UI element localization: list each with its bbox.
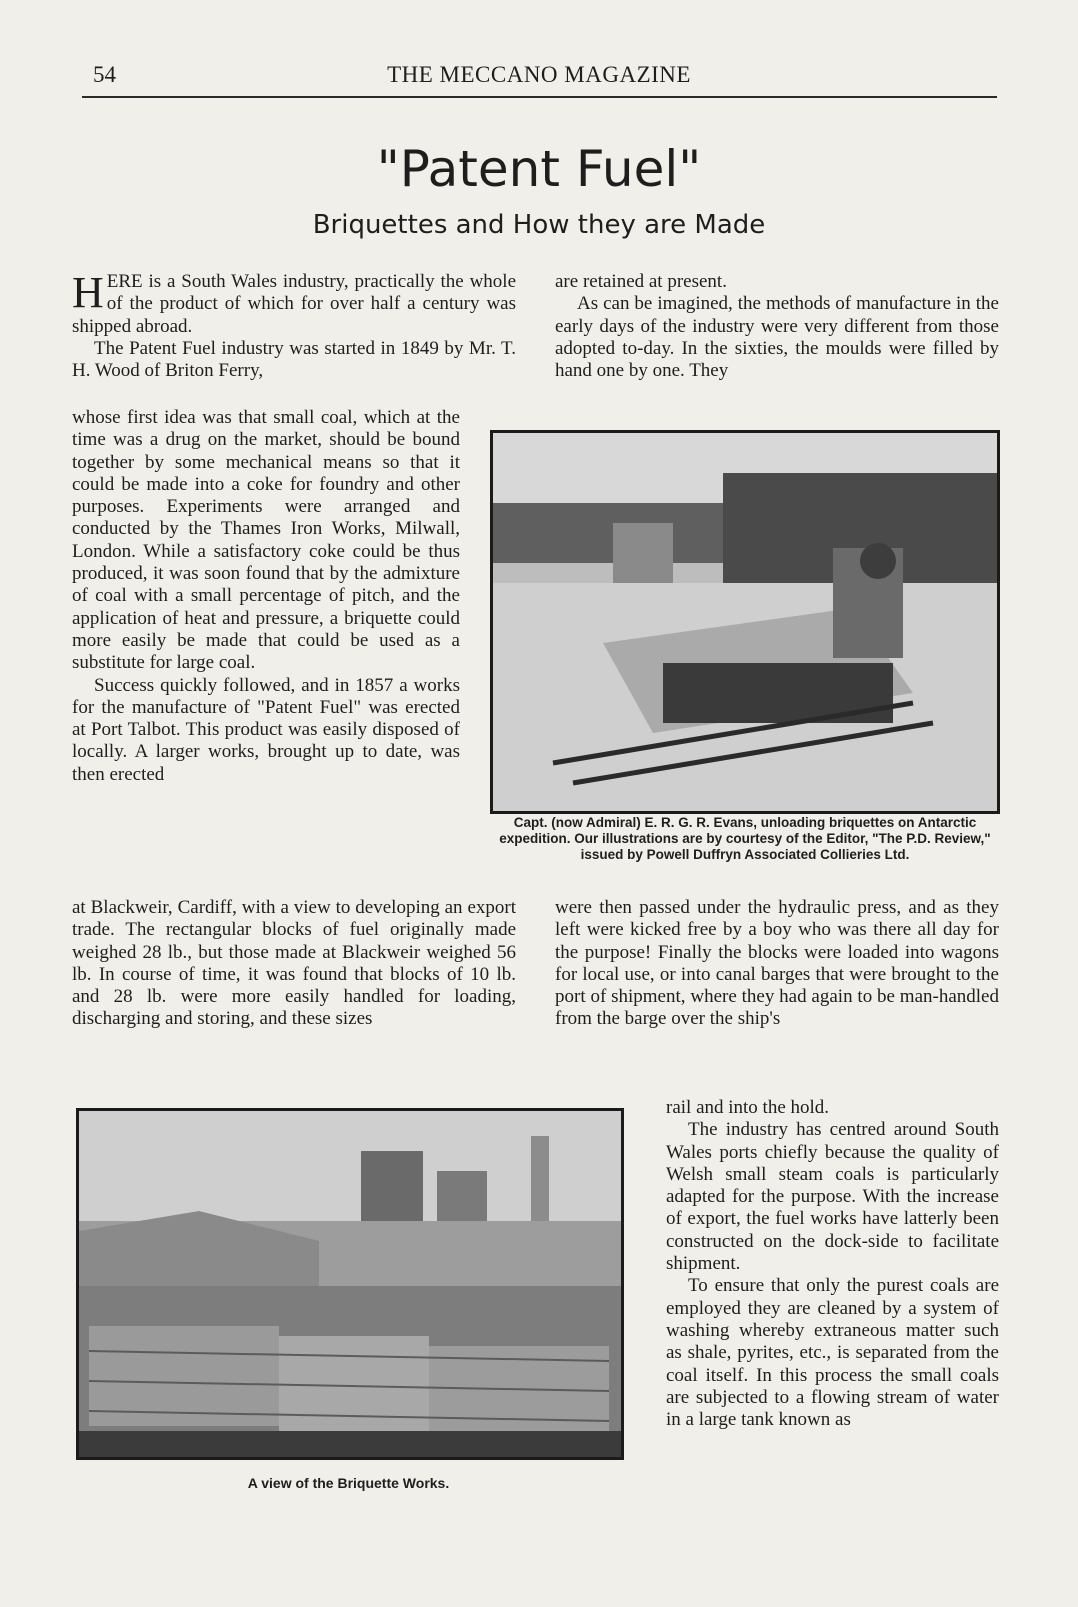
paragraph-text: rail and into the hold. — [666, 1097, 830, 1118]
paragraph-text: To ensure that only the purest coals are employed they are cleaned by a system of washing whereby extraneous matter such as shale, pyrites, etc., is separated from the coal itself. In this process the small coals are subjected to a flowing stream of water in a large tank known as — [666, 1275, 999, 1431]
column-1-bottom-text — [72, 897, 516, 1031]
paragraph — [555, 293, 999, 382]
paragraph — [72, 897, 516, 1031]
briquette-works-photo — [76, 1108, 624, 1460]
paragraph — [666, 1119, 999, 1275]
paragraph — [666, 1097, 999, 1119]
column-1-narrow-text — [72, 407, 460, 786]
works-photo-caption: A view of the Briquette Works. — [247, 1475, 450, 1491]
paragraph — [72, 338, 516, 383]
paragraph — [666, 1275, 999, 1431]
paragraph-text: are retained at present. — [555, 271, 727, 292]
column-2-top-text — [555, 271, 999, 382]
article-subtitle: Briquettes and How they are Made — [312, 210, 766, 240]
paragraph — [555, 271, 999, 293]
paragraph-text: As can be imagined, the methods of manufacture in the early days of the industry were very different from those adopted to-day. In the sixties, the moulds were filled by hand one by one. They — [555, 293, 999, 382]
drop-cap: H — [72, 268, 104, 317]
paragraph — [72, 407, 460, 675]
paragraph-text: Success quickly followed, and in 1857 a works for the manufacture of "Patent Fuel" was erected at Port Talbot. This product was easily disposed of locally. A larger works, brought up to date, was then erected — [72, 674, 460, 785]
header-rule — [82, 96, 997, 98]
column-2-middle-text — [555, 897, 999, 1031]
article-title: "Patent Fuel" — [376, 140, 702, 198]
antarctic-briquettes-photo — [490, 430, 1000, 814]
column-1-top-text — [72, 268, 516, 382]
paragraph-text: The industry has centred around South Wales ports chiefly because the quality of Welsh small steam coals is particularly adapted for the purpose. With the increase of export, the fuel works have latterly been constructed on the dock-side to facilitate shipment. — [666, 1119, 999, 1275]
paragraph-text: at Blackweir, Cardiff, with a view to developing an export trade. The rectangular blocks of fuel originally made weighed 28 lb., but those made at Blackweir weighed 56 lb. In course of time, it was found that blocks of 10 lb. and 28 lb. were more easily handled for loading, discharging and storing, and these sizes — [72, 897, 516, 1030]
column-2-narrow-text — [666, 1097, 999, 1431]
paragraph — [555, 897, 999, 1031]
paragraph-text: The Patent Fuel industry was started in 1849 by Mr. T. H. Wood of Briton Ferry, — [72, 337, 516, 382]
paragraph-text: whose first idea was that small coal, which at the time was a drug on the market, should be bound together by some mechanical means so that it could be made into a coke for foundry and other purposes. Experiments were arranged and conducted by the Thames Iron Works, Milwall, London. While a satisfactory coke could be thus produced, it was soon found that by the admixture of coal with a small percentage of pitch, and the application of heat and pressure, a briquette could more easily be made that could be used as a substitute for large coal. — [72, 407, 460, 674]
paragraph-text: were then passed under the hydraulic press, and as they left were kicked free by a boy who was there all day for the purpose! Finally the blocks were loaded into wagons for local use, or into canal barges that were brought to the port of shipment, where they had again to be man-handled from the barge over the ship's — [555, 897, 999, 1030]
paragraph — [72, 268, 516, 338]
paragraph-text: ERE is a South Wales industry, practically the whole of the product of which for over half a century was shipped abroad. — [72, 271, 516, 337]
paragraph — [72, 675, 460, 786]
antarctic-photo-caption: Capt. (now Admiral) E. R. G. R. Evans, unloading briquettes on Antarctic expedition. Our illustrations are by courtesy of the Editor, "The P.D. Review," issued by Powell Duffryn Associated Collieries Ltd. — [499, 815, 991, 862]
magazine-title: THE MECCANO MAGAZINE — [387, 62, 691, 87]
page-number: 54 — [93, 62, 116, 87]
